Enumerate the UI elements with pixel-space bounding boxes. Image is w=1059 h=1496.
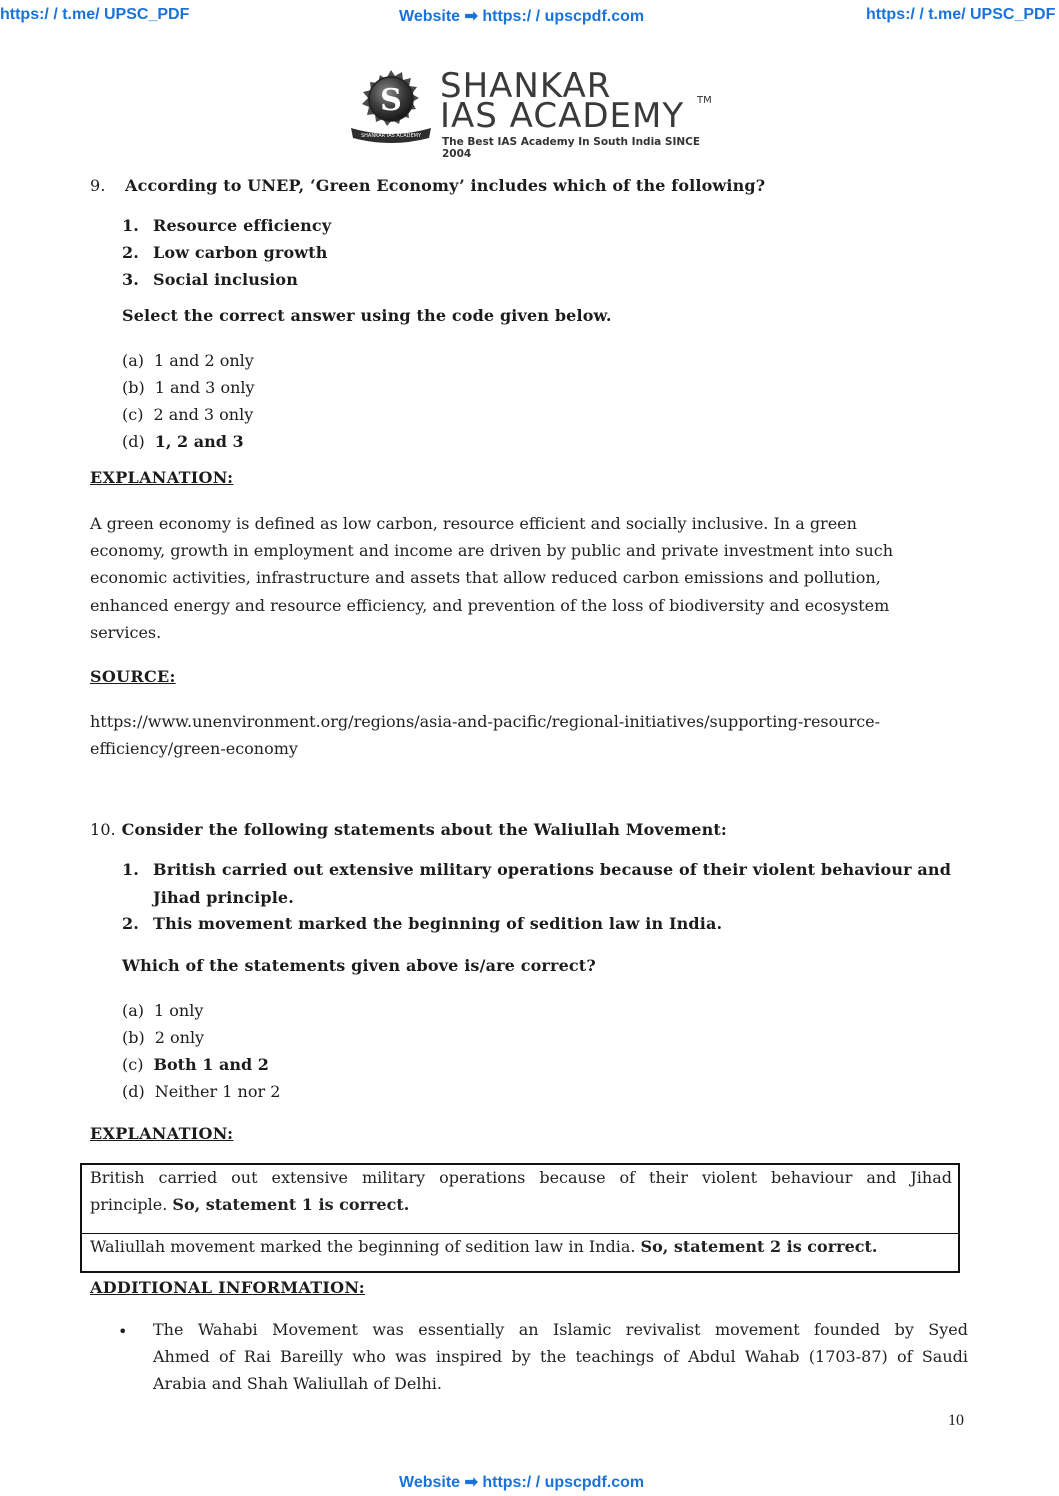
q10-option-correct: (c) Both 1 and 2 bbox=[122, 1055, 269, 1074]
q9-item: 2. Low carbon growth bbox=[122, 243, 328, 262]
question-10-text: Consider the following statements about the Waliullah Movement: bbox=[121, 820, 727, 839]
q9-option: (c) 2 and 3 only bbox=[122, 405, 254, 424]
q9-option: (b) 1 and 3 only bbox=[122, 378, 255, 397]
svg-text:SHANKAR IAS ACADEMY: SHANKAR IAS ACADEMY bbox=[360, 133, 422, 139]
q10-instruction: Which of the statements given above is/are correct? bbox=[122, 956, 596, 975]
academy-emblem-icon bbox=[345, 66, 437, 150]
logo-title-line1: SHANKAR bbox=[440, 66, 612, 106]
q10-explanation-heading: EXPLANATION: bbox=[90, 1124, 234, 1143]
q9-explanation-text: A green economy is defined as low carbon, resource efficient and socially inclusive. In a green economy, growth in employment and income are driven by public and private investment into such economic activities, infrastructure and assets that allow reduced carbon emissions and pollution, enhanced energy and resource efficiency, and prevention of the loss of biodiversity and ecosystem services. bbox=[90, 514, 894, 642]
additional-info-bullet: The Wahabi Movement was essentially an Islamic revivalist movement founded by Syed Ahmed of Rai Bareilly who was inspired by the teachings of Abdul Wahab (1703-87) of Saudi Arabia and Shah Waliullah of Delhi. bbox=[153, 1320, 968, 1394]
page-number: 10 bbox=[948, 1412, 964, 1429]
trademark-mark: TM bbox=[697, 95, 712, 106]
q10-explanation-table bbox=[80, 1163, 960, 1273]
question-9-text: According to UNEP, ‘Green Economy’ includes which of the following? bbox=[125, 176, 766, 195]
academy-logo bbox=[345, 66, 725, 160]
q9-item: 3. Social inclusion bbox=[122, 270, 299, 289]
bullet-icon: • bbox=[118, 1322, 128, 1341]
q10-statement2-explanation: Waliullah movement marked the beginning of sedition law in India. So, statement 2 is correct. bbox=[90, 1237, 878, 1256]
q10-item: 2. This movement marked the beginning of sedition law in India. bbox=[122, 914, 723, 933]
svg-text:S: S bbox=[380, 83, 402, 118]
q9-item: 1. Resource efficiency bbox=[122, 216, 332, 235]
question-10-number: 10. bbox=[90, 820, 116, 839]
logo-tagline: The Best IAS Academy In South India SINCE 2004 bbox=[442, 136, 701, 160]
q10-statement1-line1: British carried out extensive military operations because of their violent behaviour and Jihad bbox=[90, 1168, 952, 1187]
q10-option: (d) Neither 1 nor 2 bbox=[122, 1082, 281, 1101]
telegram-link-right[interactable]: https:/ / t.me/ UPSC_PDF bbox=[866, 6, 1056, 23]
q9-source-url[interactable]: https://www.unenvironment.org/regions/asia-and-pacific/regional-initiatives/supporting-resource- efficiency/green-economy bbox=[90, 712, 881, 759]
question-10 bbox=[90, 820, 727, 839]
telegram-link-left[interactable]: https:/ / t.me/ UPSC_PDF bbox=[0, 6, 190, 23]
question-9 bbox=[90, 176, 765, 195]
q9-source-heading: SOURCE: bbox=[90, 667, 176, 686]
website-link-header[interactable]: Website ➡ https:/ / upscpdf.com bbox=[399, 8, 645, 25]
website-link-footer[interactable]: Website ➡ https:/ / upscpdf.com bbox=[399, 1474, 645, 1491]
q9-instruction: Select the correct answer using the code given below. bbox=[122, 306, 612, 325]
question-9-number: 9. bbox=[90, 176, 106, 195]
q10-option: (b) 2 only bbox=[122, 1028, 205, 1047]
q10-option: (a) 1 only bbox=[122, 1001, 204, 1020]
q9-option: (a) 1 and 2 only bbox=[122, 351, 254, 370]
logo-title-line2: IAS ACADEMY bbox=[440, 96, 685, 136]
q10-statement1-line2: principle. So, statement 1 is correct. bbox=[90, 1195, 410, 1214]
q10-item: 1. British carried out extensive military operations because of their violent behaviour and Jihad principle. bbox=[122, 860, 952, 907]
additional-info-heading: ADDITIONAL INFORMATION: bbox=[90, 1278, 365, 1297]
q9-option-correct: (d) 1, 2 and 3 bbox=[122, 432, 244, 451]
q9-explanation-heading: EXPLANATION: bbox=[90, 468, 234, 487]
